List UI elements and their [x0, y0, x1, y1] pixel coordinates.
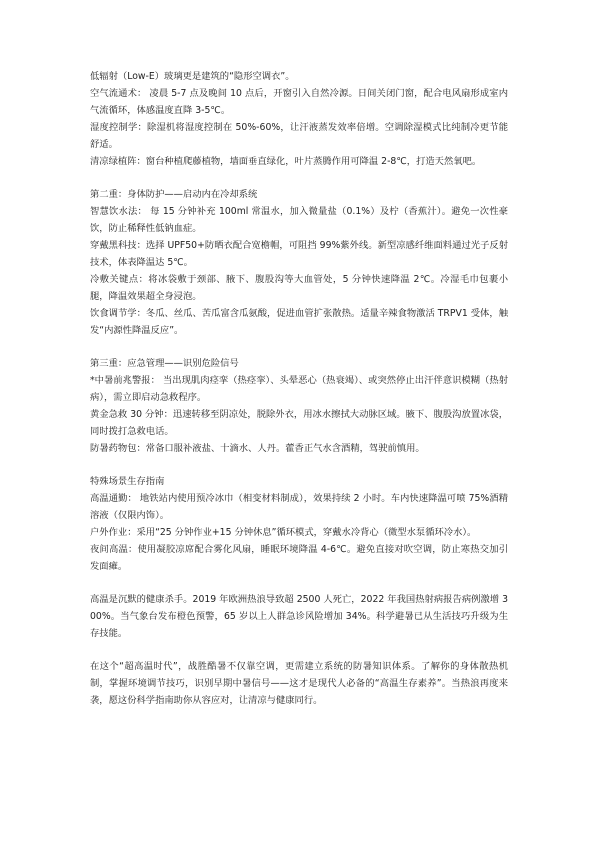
section-spacer [90, 170, 508, 186]
lead-paragraph-humidity: 湿度控制学：除湿机将湿度控制在 50%-60%，让汗液蒸发效率倍增。空调除湿模式比纯制冷更节能舒适。 [90, 122, 508, 150]
section-item-warning: *中暑前兆警报： 当出现肌肉痉挛（热痉挛）、头晕恶心（热衰竭）、或突然停止出汗伴意识模糊（热射病），需立即启动急救程序。 [90, 375, 508, 403]
section-item-medicine: 防暑药物包：常备口服补液盐、十滴水、人丹。藿香正气水含酒精，驾驶前慎用。 [90, 443, 425, 454]
section-spacer [90, 642, 508, 658]
document-body [90, 68, 508, 709]
section-item-commute: 高温通勤： 地铁站内使用预冷冰巾（相变材料制成），效果持续 2 小时。车内快速降温可喷 75%酒精溶液（仅限内饰）。 [90, 493, 508, 521]
section-item-first-aid: 黄金急救 30 分钟：迅速转移至阴凉处，脱除外衣，用冰水擦拭大动脉区域。腋下、腹股沟放置冰袋，同时拨打急救电话。 [90, 409, 508, 437]
section-item-clothing: 穿戴黑科技：选择 UPF50+防晒衣配合宽檐帽，可阻挡 99%紫外线。新型凉感纤维面料通过光子反射技术，体表降温达 5℃。 [90, 240, 508, 268]
section-item-cold-compress: 冷敷关键点：将冰袋敷于颈部、腋下、腹股沟等大血管处，5 分钟快速降温 2℃。冷湿毛巾包裹小腿，降温效果超全身浸泡。 [90, 274, 508, 302]
section-item-diet: 饮食调节学：冬瓜、丝瓜、苦瓜富含瓜氨酸，促进血管扩张散热。适量辛辣食物激活 TRPV1 受体，触发“内源性降温反应”。 [90, 308, 508, 336]
lead-paragraph-air-flow: 空气流通术： 凌晨 5-7 点及晚间 10 点后，开窗引入自然冷源。日间关闭门窗，配合电风扇形成室内气流循环，体感温度直降 3-5℃。 [90, 88, 508, 116]
closing-paragraph-statistics: 高温是沉默的健康杀手。2019 年欧洲热浪导致超 2500 人死亡，2022 年我国热射病报告病例激增 300%。当气象台发布橙色预警，65 岁以上人群急诊风险增加 34%。科学避暑已从生活技巧升级为生存技能。 [90, 594, 508, 639]
section-title-body-protection: 第二重：身体防护——启动内在冷却系统 [90, 189, 258, 200]
closing-paragraph-conclusion: 在这个“超高温时代”，战胜酷暑不仅靠空调，更需建立系统的防暑知识体系。了解你的身体散热机制，掌握环境调节技巧，识别早期中暑信号——这才是现代人必备的“高温生存素养”。当热浪再度来袭，愿这份科学指南助你从容应对，让清凉与健康同行。 [90, 661, 508, 706]
section-item-night: 夜间高温：使用凝胶凉席配合雾化风扇，睡眠环境降温 4-6℃。避免直接对吹空调，防止寒热交加引发面瘫。 [90, 544, 508, 572]
section-item-outdoor: 户外作业：采用“25 分钟作业+15 分钟休息”循环模式，穿戴水冷背心（微型水泵循环冷水）。 [90, 527, 477, 538]
section-title-emergency: 第三重：应急管理——识别危险信号 [90, 358, 239, 369]
section-item-water: 智慧饮水法： 每 15 分钟补充 100ml 常温水，加入微量盐（0.1%）及柠（香蕉汁）。避免一次性豪饮，防止稀释性低钠血症。 [90, 206, 508, 234]
section-spacer [90, 457, 508, 473]
section-spacer [90, 575, 508, 591]
section-title-special-scenarios: 特殊场景生存指南 [90, 476, 165, 487]
section-spacer [90, 339, 508, 355]
lead-paragraph-greenery: 清凉绿植阵：窗台种植爬藤植物，墙面垂直绿化，叶片蒸腾作用可降温 2-8℃，打造天然氧吧。 [90, 156, 482, 167]
lead-paragraph-low-e: 低辐射（Low-E）玻璃更是建筑的“隐形空调衣”。 [90, 71, 295, 82]
